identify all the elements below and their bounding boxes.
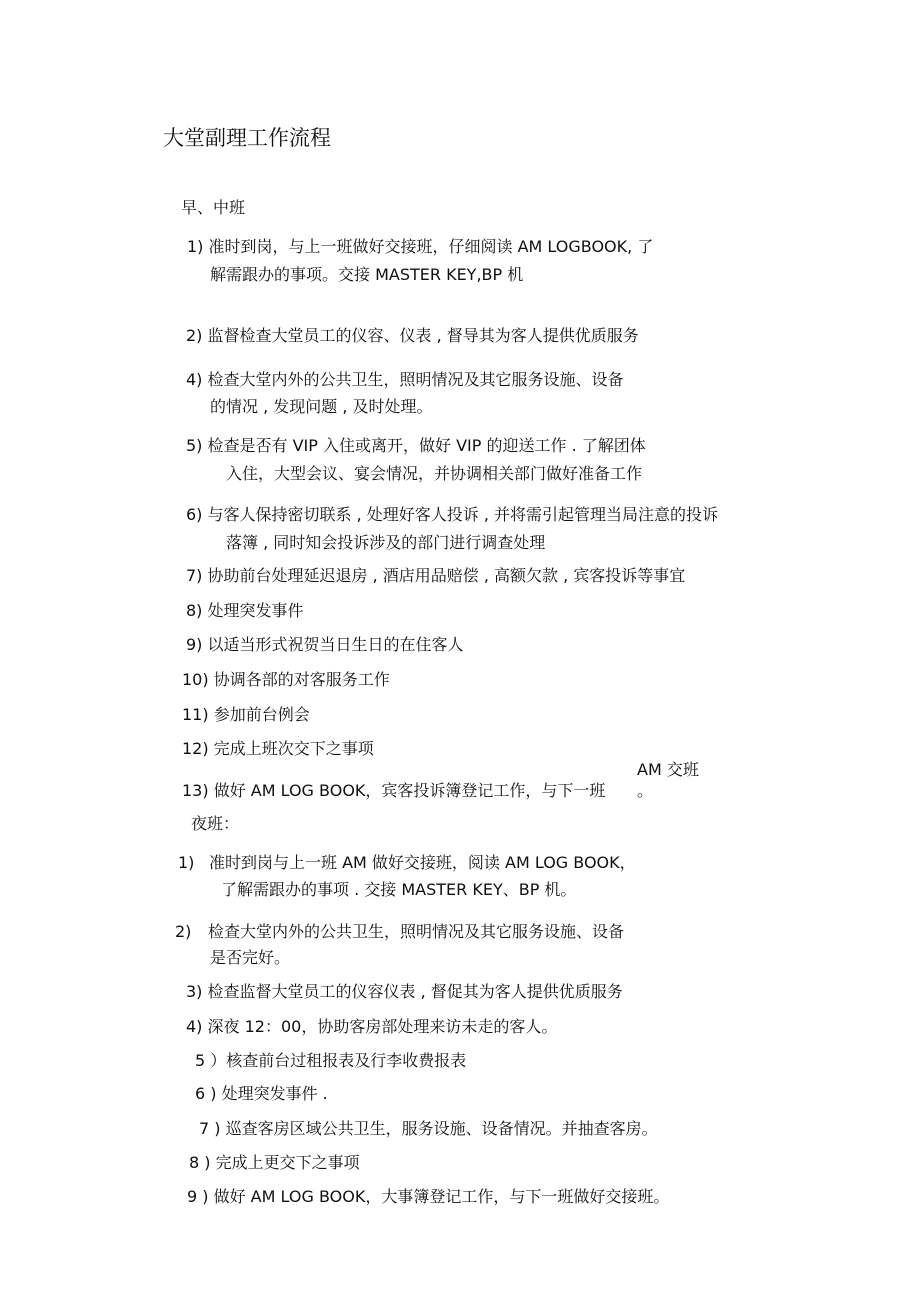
list-item: 检查大堂内外的公共卫生，照明情况及其它服务设施、设备	[208, 922, 625, 941]
list-item-number: 2)	[175, 922, 192, 941]
list-item: 5) 检查是否有 VIP 入住或离开，做好 VIP 的迎送工作 . 了解团体	[186, 436, 646, 455]
list-item-number: 1)	[178, 853, 195, 872]
list-item-tail-bottom: 。	[637, 781, 654, 800]
list-item: 10) 协调各部的对客服务工作	[182, 670, 390, 689]
list-item: 3) 检查监督大堂员工的仪容仪表 , 督促其为客人提供优质服务	[186, 982, 623, 1001]
list-item: 7) 协助前台处理延迟退房 , 酒店用品赔偿 , 高额欠款 , 宾客投诉等事宜	[186, 566, 686, 585]
list-item: 4) 检查大堂内外的公共卫生，照明情况及其它服务设施、设备	[186, 370, 624, 389]
list-item: 11) 参加前台例会	[182, 705, 310, 724]
list-item-continuation: 解需跟办的事项。交接 MASTER KEY,BP 机	[210, 265, 524, 284]
list-item: 6 ) 处理突发事件 .	[195, 1084, 328, 1103]
list-item: 8 ) 完成上更交下之事项	[189, 1153, 360, 1172]
list-item: 12) 完成上班次交下之事项	[182, 739, 374, 758]
list-item: 9 ) 做好 AM LOG BOOK，大事簿登记工作，与下一班做好交接班。	[187, 1187, 670, 1206]
list-item: 7 ) 巡查客房区域公共卫生，服务设施、设备情况。并抽查客房。	[199, 1119, 658, 1138]
list-item-continuation: 是否完好。	[210, 948, 291, 967]
list-item-tail-top: AM 交班	[637, 760, 699, 779]
section-heading-night: 夜班：	[191, 814, 240, 833]
list-item: 1) 准时到岗，与上一班做好交接班，仔细阅读 AM LOGBOOK, 了	[187, 237, 654, 256]
page-title: 大堂副理工作流程	[163, 126, 331, 150]
list-item: 9) 以适当形式祝贺当日生日的在住客人	[186, 635, 464, 654]
list-item-continuation: 入住，大型会议、宴会情况，并协调相关部门做好准备工作	[226, 464, 643, 483]
list-item: 准时到岗与上一班 AM 做好交接班，阅读 AM LOG BOOK，	[209, 853, 636, 872]
list-item-continuation: 的情况 , 发现问题 , 及时处理。	[210, 397, 433, 416]
list-item: 6) 与客人保持密切联系 , 处理好客人投诉 , 并将需引起管理当局注意的投诉	[186, 505, 719, 524]
list-item-continuation: 了解需跟办的事项 . 交接 MASTER KEY、BP 机。	[221, 880, 577, 899]
list-item: 5 ）核查前台过租报表及行李收费报表	[195, 1051, 467, 1070]
list-item: 2) 监督检查大堂员工的仪容、仪表 , 督导其为客人提供优质服务	[186, 326, 639, 345]
list-item: 13) 做好 AM LOG BOOK，宾客投诉簿登记工作，与下一班	[182, 781, 606, 800]
list-item-continuation: 落簿 , 同时知会投诉涉及的部门进行调查处理	[226, 533, 546, 552]
list-item: 4) 深夜 12：00，协助客房部处理来访未走的客人。	[186, 1017, 558, 1036]
section-heading-morning: 早、中班	[181, 198, 246, 217]
list-item: 8) 处理突发事件	[186, 601, 304, 620]
